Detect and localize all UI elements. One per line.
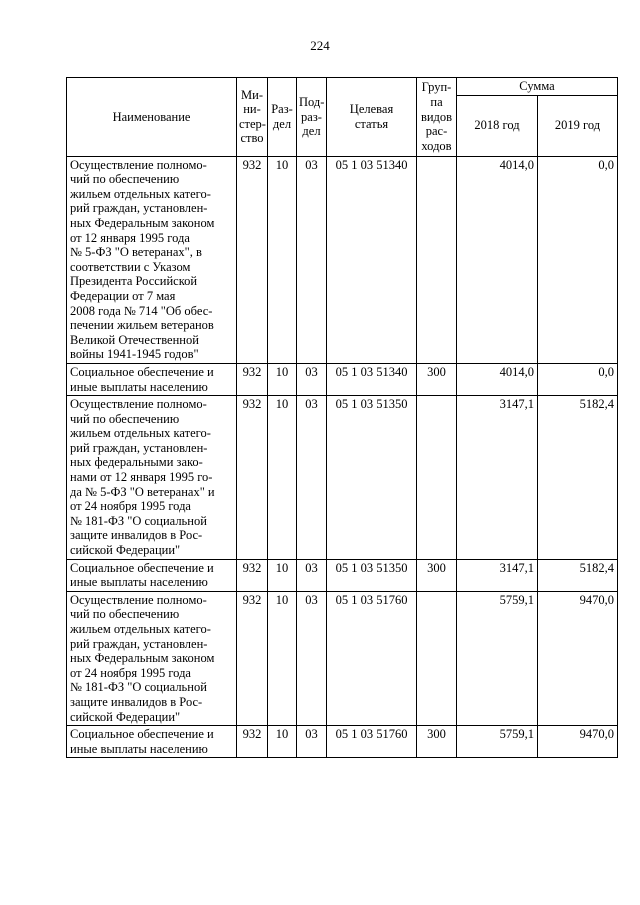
row-2018: 3147,1 [457, 559, 538, 591]
row-section: 10 [268, 396, 297, 560]
row-subsection: 03 [297, 396, 327, 560]
row-group [417, 591, 457, 725]
row-name: Осуществление полномо- чий по обеспечению жильем отдельных катего- рий граждан, установлен- ных Федеральным законом от 24 ноября 1995 года № 181-ФЗ "О социальной защите инвалидов в Рос- сийской Федерации" [67, 591, 237, 725]
row-group: 300 [417, 363, 457, 395]
table-header [67, 78, 618, 157]
row-2019: 5182,4 [538, 396, 618, 560]
row-target: 05 1 03 51340 [327, 363, 417, 395]
row-name: Социальное обеспечение и иные выплаты населению [67, 559, 237, 591]
page-number: 224 [310, 38, 330, 53]
table-row [67, 559, 618, 591]
row-ministry: 932 [237, 726, 268, 758]
table-row [67, 156, 618, 363]
row-subsection: 03 [297, 591, 327, 725]
row-name: Осуществление полномо- чий по обеспечению жильем отдельных катего- рий граждан, установлен- ных Федеральным законом от 12 января 1995 года № 5-ФЗ "О ветеранах", в соответствии с Указом Президента Российской Федерации от 7 мая 2008 года № 714 "Об обес- печении жильем ветеранов Великой Отечественной войны 1941-1945 годов" [67, 156, 237, 363]
header-target: Целевая статья [327, 78, 417, 157]
row-2019: 5182,4 [538, 559, 618, 591]
budget-table [66, 77, 618, 758]
row-ministry: 932 [237, 559, 268, 591]
row-2018: 3147,1 [457, 396, 538, 560]
row-group [417, 156, 457, 363]
row-target: 05 1 03 51350 [327, 396, 417, 560]
row-2019: 9470,0 [538, 726, 618, 758]
header-year-2018: 2018 год [457, 95, 538, 156]
row-subsection: 03 [297, 726, 327, 758]
row-subsection: 03 [297, 559, 327, 591]
table-row [67, 726, 618, 758]
row-2019: 9470,0 [538, 591, 618, 725]
row-target: 05 1 03 51760 [327, 591, 417, 725]
row-subsection: 03 [297, 156, 327, 363]
row-section: 10 [268, 591, 297, 725]
row-group [417, 396, 457, 560]
row-name: Социальное обеспечение и иные выплаты населению [67, 726, 237, 758]
row-2018: 4014,0 [457, 363, 538, 395]
row-ministry: 932 [237, 396, 268, 560]
row-2018: 4014,0 [457, 156, 538, 363]
header-year-2019: 2019 год [538, 95, 618, 156]
row-section: 10 [268, 726, 297, 758]
row-ministry: 932 [237, 156, 268, 363]
header-subsection: Под- раз- дел [297, 78, 327, 157]
row-section: 10 [268, 156, 297, 363]
header-name: Наименование [67, 78, 237, 157]
table-body [67, 156, 618, 758]
row-target: 05 1 03 51350 [327, 559, 417, 591]
table-row [67, 396, 618, 560]
header-ministry: Ми- ни- стер- ство [237, 78, 268, 157]
row-2019: 0,0 [538, 363, 618, 395]
row-ministry: 932 [237, 591, 268, 725]
header-sum: Сумма [457, 78, 618, 96]
row-name: Осуществление полномо- чий по обеспечению жильем отдельных катего- рий граждан, установлен- ных федеральными зако- нами от 12 января 1995 го- да № 5-ФЗ "О ветеранах" и от 24 ноября 1995 года № 181-ФЗ "О социальной защите инвалидов в Рос- сийской Федерации" [67, 396, 237, 560]
row-2018: 5759,1 [457, 591, 538, 725]
row-2019: 0,0 [538, 156, 618, 363]
row-name: Социальное обеспечение и иные выплаты населению [67, 363, 237, 395]
row-2018: 5759,1 [457, 726, 538, 758]
row-section: 10 [268, 363, 297, 395]
header-group: Груп- па видов рас- ходов [417, 78, 457, 157]
row-target: 05 1 03 51340 [327, 156, 417, 363]
header-section: Раз- дел [268, 78, 297, 157]
row-group: 300 [417, 559, 457, 591]
row-group: 300 [417, 726, 457, 758]
row-target: 05 1 03 51760 [327, 726, 417, 758]
row-section: 10 [268, 559, 297, 591]
table-row [67, 591, 618, 725]
row-ministry: 932 [237, 363, 268, 395]
row-subsection: 03 [297, 363, 327, 395]
table-row [67, 363, 618, 395]
